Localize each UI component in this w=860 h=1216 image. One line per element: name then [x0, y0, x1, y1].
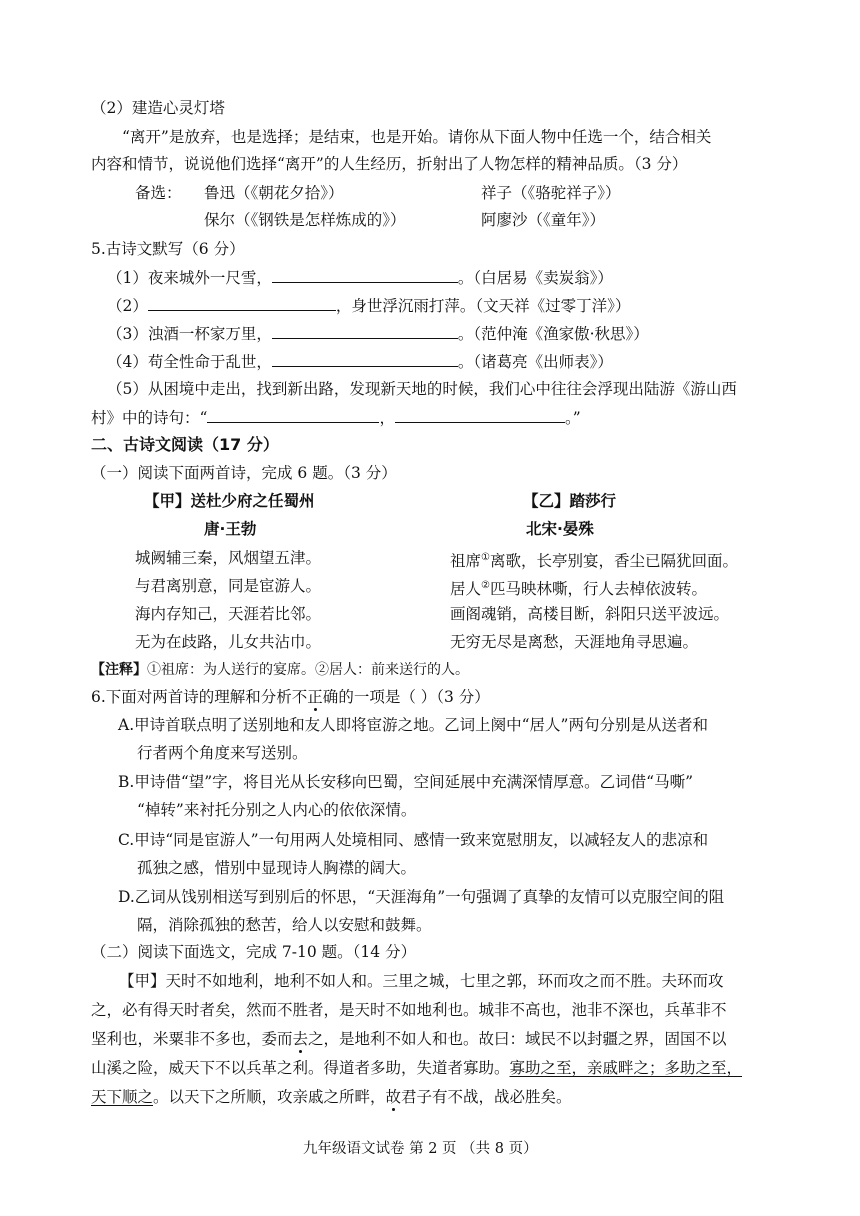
q5-item-5-line1: （5）从困境中走出，找到新出路，发现新天地的时候，我们心中往往会浮现出陆游《游山西 [107, 380, 737, 398]
q6-option-c-line2: 孤独之感，惜别中显现诗人胸襟的阔大。 [137, 859, 417, 877]
passage-emphasis-qu: 去 [292, 1030, 309, 1048]
poem-a-line-4: 无为在歧路，儿女共沾巾。 [135, 633, 322, 651]
passage-underlined-1: 寡助之至，亲戚畔之；多助之至， [509, 1059, 743, 1077]
q5-item-4-post: 。（诸葛亮《出师表》） [457, 353, 613, 371]
page-footer: 九年级语文试卷 第 2 页 （共 8 页） [303, 1141, 538, 1157]
q5-blank-5b[interactable] [395, 406, 565, 423]
option-baoer: 保尔（《钢铁是怎样炼成的》） [204, 211, 406, 229]
q6-option-b-line1: B.甲诗借“望”字，将目光从长安移向巴蜀，空间延展中充满深情厚意。乙词借“马嘶” [118, 773, 694, 791]
poem-b-line-2-pre: 居人 [450, 580, 482, 599]
poem-a-title: 【甲】送杜少府之任蜀州 [144, 492, 315, 510]
q5-item-5-post: 。” [564, 409, 581, 427]
q6-option-c-line1: C.甲诗“同是宦游人”一句用两人处境相同、感情一致来宽慰朋友，以减轻友人的悲凉和 [118, 831, 709, 849]
note-ref-1: ① [481, 552, 490, 563]
q5-item-1-post: 。（白居易《卖炭翁》） [457, 269, 613, 287]
passage-line-4-pre: 山溪之险，威天下不以兵革之利。得道者多助，失道者寡助。 [91, 1059, 510, 1077]
poem-a-line-3: 海内存知己，天涯若比邻。 [135, 605, 322, 623]
sub2-title: （二）阅读下面选文，完成 7-10 题。（14 分） [91, 943, 417, 961]
option-xiangzi: 祥子（《骆驼祥子》） [481, 184, 621, 202]
poem-b-author: 北宋·晏殊 [526, 520, 594, 538]
q6-stem-emphasis: 不正确 [291, 688, 339, 706]
q4-2-options-label: 备选： [135, 184, 182, 202]
passage-underlined-2: 天下顺之 [91, 1088, 154, 1106]
q5-item-5-mid: ， [379, 409, 395, 427]
annotation-text: ①祖席：为人送行的宴席。②居人：前来送行的人。 [147, 662, 469, 678]
passage-line-2: 之，必有得天时者矣，然而不胜者，是天时不如地利也。城非不高也，池非不深也，兵革非不 [91, 1001, 727, 1019]
q6-option-b-line2: “棹转”来衬托分别之人内心的依依深情。 [137, 801, 417, 819]
q5-blank-5a[interactable] [207, 406, 379, 423]
q5-blank-3[interactable] [272, 322, 458, 339]
q5-item-3-post: 。（范仲淹《渔家傲·秋思》） [457, 325, 649, 343]
q6-option-a-line1: A.甲诗首联点明了送别地和友人即将宦游之地。乙词上阕中“居人”两句分别是从送者和 [118, 716, 708, 734]
passage-emphasis-gu: 故 [385, 1088, 402, 1106]
q5-item-3-pre: （3）浊酒一杯家万里， [107, 325, 272, 343]
q4-2-prompt-line1: “离开”是放弃，也是选择；是结束，也是开始。请你从下面人物中任选一个，结合相关 [122, 128, 712, 146]
q5-item-1-pre: （1）夜来城外一尺雪， [107, 269, 272, 287]
q4-2-prompt-line2: 内容和情节，说说他们选择“离开”的人生经历，折射出了人物怎样的精神品质。（3 分） [91, 155, 688, 173]
q6-stem [91, 686, 490, 708]
q6-option-d-line2: 隔，消除孤独的愁苦，给人以安慰和鼓舞。 [137, 916, 432, 934]
q5-item-5-pre: 村》中的诗句：“ [91, 409, 208, 427]
option-aliaosha: 阿廖沙（《童年》） [481, 211, 606, 229]
q6-option-d-line1: D.乙词从饯别相送写到别后的怀思，“天涯海角”一句强调了真挚的友情可以克服空间的阻 [118, 888, 725, 906]
q4-2-title: （2）建造心灵灯塔 [91, 99, 225, 117]
q5-blank-4[interactable] [272, 350, 458, 367]
q6-stem-post: 的一项是（ ）（3 分） [338, 688, 490, 706]
poem-b-line-4: 无穷无尽是离愁，天涯地角寻思遍。 [450, 633, 699, 651]
poem-a-line-2: 与君离别意，同是宦游人。 [135, 577, 322, 595]
poem-b-line-2-post: 匹马映林嘶，行人去棹依波转。 [489, 580, 707, 599]
poem-b-line-1 [450, 547, 738, 572]
annotation [91, 659, 469, 681]
q5-blank-1[interactable] [272, 266, 458, 283]
q5-blank-2[interactable] [148, 294, 336, 311]
q5-item-2-post: ，身世浮沉雨打萍。（文天祥《过零丁洋》） [335, 297, 631, 315]
passage-line-5 [91, 1086, 572, 1108]
poem-b-line-1-post: 离歌，长亭别宴，香尘已隔犹回面。 [489, 552, 738, 571]
passage-line-1 [119, 970, 724, 992]
passage-line-5-post: 君子有不战，战必胜矣。 [401, 1088, 572, 1106]
q5-item-3 [107, 322, 649, 345]
q5-item-1 [107, 266, 613, 289]
passage-line-5-mid: 。以天下之所顺，攻亲戚之所畔， [153, 1088, 386, 1106]
poem-a-author: 唐·王勃 [204, 520, 257, 538]
passage-line-3 [91, 1028, 727, 1050]
passage-line-3-pre: 坚利也，米粟非不多也，委而 [91, 1030, 293, 1048]
passage-line-1-text: 【甲】天时不如地利，地利不如人和。三里之城，七里之郭，环而攻之而不胜。夫环而攻 [119, 972, 724, 990]
passage-line-4 [91, 1057, 742, 1079]
poem-b-line-1-pre: 祖席 [450, 552, 482, 571]
q5-item-5-line2 [91, 406, 581, 429]
q5-item-4-pre: （4）苟全性命于乱世， [107, 353, 272, 371]
option-luxun: 鲁迅（《朝花夕拾》） [204, 184, 344, 202]
q5-item-4 [107, 350, 613, 373]
poem-a-line-1: 城阙辅三秦，风烟望五津。 [135, 549, 322, 567]
q6-option-a-line2: 行者两个角度来写送别。 [137, 744, 308, 762]
note-ref-2: ② [481, 580, 490, 591]
poem-b-line-3: 画阁魂销，高楼目断，斜阳只送平波远。 [450, 605, 730, 623]
annotation-label: 【注释】 [91, 662, 147, 678]
q5-item-2 [107, 294, 630, 317]
section-2-sub1: （一）阅读下面两首诗，完成 6 题。（3 分） [91, 464, 397, 482]
section-2-title: 二、古诗文阅读（17 分） [91, 435, 279, 454]
passage-line-3-post: 之，是地利不如人和也。故曰：域民不以封疆之界，固国不以 [308, 1030, 727, 1048]
q5-item-2-pre: （2） [107, 297, 148, 315]
q6-stem-pre: 6.下面对两首诗的理解和分析 [91, 688, 292, 706]
q5-title: 5.古诗文默写（6 分） [91, 240, 245, 258]
poem-b-title: 【乙】踏莎行 [523, 492, 617, 510]
poem-b-line-2 [450, 575, 707, 600]
